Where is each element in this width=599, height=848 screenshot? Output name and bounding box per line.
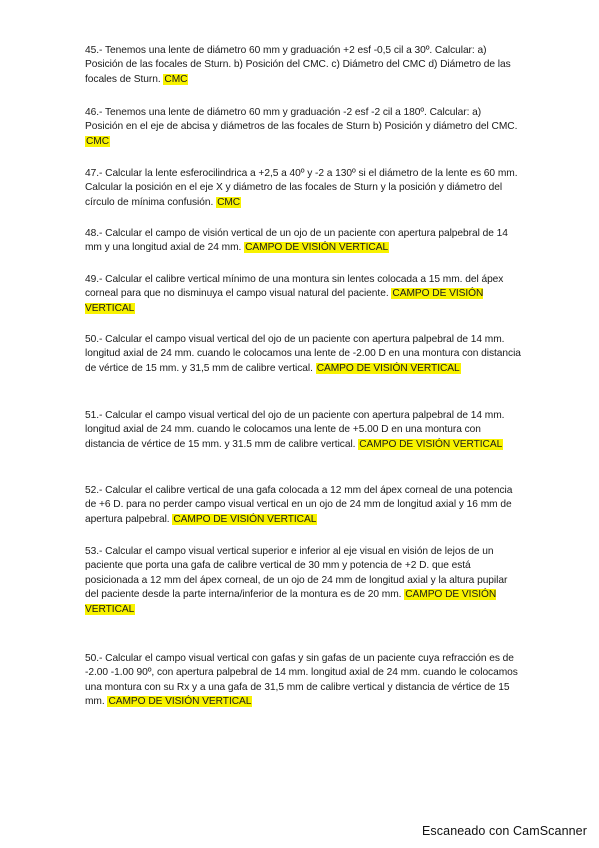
exercise-text: 49.- Calcular el calibre vertical mínimo de una montura sin lentes colocada a 15 mm. del ápex corneal para que no disminuya el campo visual natural del paciente. xyxy=(85,274,504,300)
exercise-52 xyxy=(85,484,521,527)
topic-tag: CMC xyxy=(86,135,110,147)
topic-tag: CAMPO DE VISIÓN VERTICAL xyxy=(245,242,389,254)
exercise-50-b xyxy=(85,652,521,710)
exercise-49 xyxy=(85,273,521,316)
exercise-text: 45.- Tenemos una lente de diámetro 60 mm y graduación +2 esf -0,5 cil a 30º. Calcular: a) Posición de las focales de Sturn. b) Posición del CMC. c) Diámetro del CMC d) Diámetro de las focales de Sturn. xyxy=(85,45,511,85)
topic-tag: CAMPO DE VISIÓN VERTICAL xyxy=(85,589,497,615)
exercise-text: 52.- Calcular el calibre vertical de una gafa colocada a 12 mm del ápex corneal de una potencia de +6 D. para no perder campo visual vertical en un ojo de 24 mm de longitud axial y 16 mm de apertura palpebral. xyxy=(85,485,513,525)
scanner-watermark: Escaneado con CamScanner xyxy=(422,824,587,838)
topic-tag: CMC xyxy=(164,73,188,85)
exercise-text: 51.- Calcular el campo visual vertical del ojo de un paciente con apertura palpebral de 14 mm. longitud axial de 24 mm. cuando le colocamos una lente de +5.00 D en una montura con distancia de vértice de 15 mm. y 31.5 mm de calibre vertical. xyxy=(85,410,505,450)
topic-tag: CAMPO DE VISIÓN VERTICAL xyxy=(85,288,484,314)
topic-tag: CAMPO DE VISIÓN VERTICAL xyxy=(108,696,252,708)
exercise-47 xyxy=(85,167,521,210)
exercise-50 xyxy=(85,333,521,376)
exercise-46 xyxy=(85,106,521,149)
exercise-53 xyxy=(85,545,521,617)
exercise-text: 47.- Calcular la lente esferocilindrica a +2,5 a 40º y -2 a 130º si el diámetro de la lente es 60 mm. Calcular la posición en el eje X y diámetro de las focales de Sturn y la posición y diámetro del círculo de mínima confusión. xyxy=(85,168,518,208)
topic-tag: CAMPO DE VISIÓN VERTICAL xyxy=(359,438,503,450)
exercise-text: 50.- Calcular el campo visual vertical con gafas y sin gafas de un paciente cuya refracción es de -2.00 -1.00 90º, con apertura palpebral de 14 mm. longitud axial de 24 mm. cuando le colocamos una montura con su Rx y a una gafa de 31,5 mm de calibre vertical y distancia de vértice de 15 mm. xyxy=(85,653,518,708)
exercise-51 xyxy=(85,409,521,452)
topic-tag: CMC xyxy=(217,196,241,208)
exercise-text: 48.- Calcular el campo de visión vertical de un ojo de un paciente con apertura palpebral de 14 mm y una longitud axial de 24 mm. xyxy=(85,228,508,254)
exercise-text: 50.- Calcular el campo visual vertical del ojo de un paciente con apertura palpebral de 14 mm. longitud axial de 24 mm. cuando le colocamos una lente de -2.00 D en una montura con distancia de vértice de 15 mm. y 31,5 mm de calibre vertical. xyxy=(85,334,521,374)
topic-tag: CAMPO DE VISIÓN VERTICAL xyxy=(173,513,317,525)
exercise-48 xyxy=(85,227,521,256)
exercise-text: 46.- Tenemos una lente de diámetro 60 mm y graduación -2 esf -2 cil a 180º. Calcular: a) Posición en el eje de abcisa y diámetros de las focales de Sturn b) Posición y diámetro del CMC. xyxy=(85,107,518,133)
exercise-45 xyxy=(85,44,521,87)
exercise-text: 53.- Calcular el campo visual vertical superior e inferior al eje visual en visión de lejos de un paciente que porta una gafa de calibre vertical de 30 mm y potencia de +2 D. que está posicionada a 12 mm del ápex corneal, de un ojo de 24 mm de longitud axial y la altura pupilar del paciente desde la parte interna/inferior de la montura es de 20 mm. xyxy=(85,546,508,601)
topic-tag: CAMPO DE VISIÓN VERTICAL xyxy=(316,362,460,374)
